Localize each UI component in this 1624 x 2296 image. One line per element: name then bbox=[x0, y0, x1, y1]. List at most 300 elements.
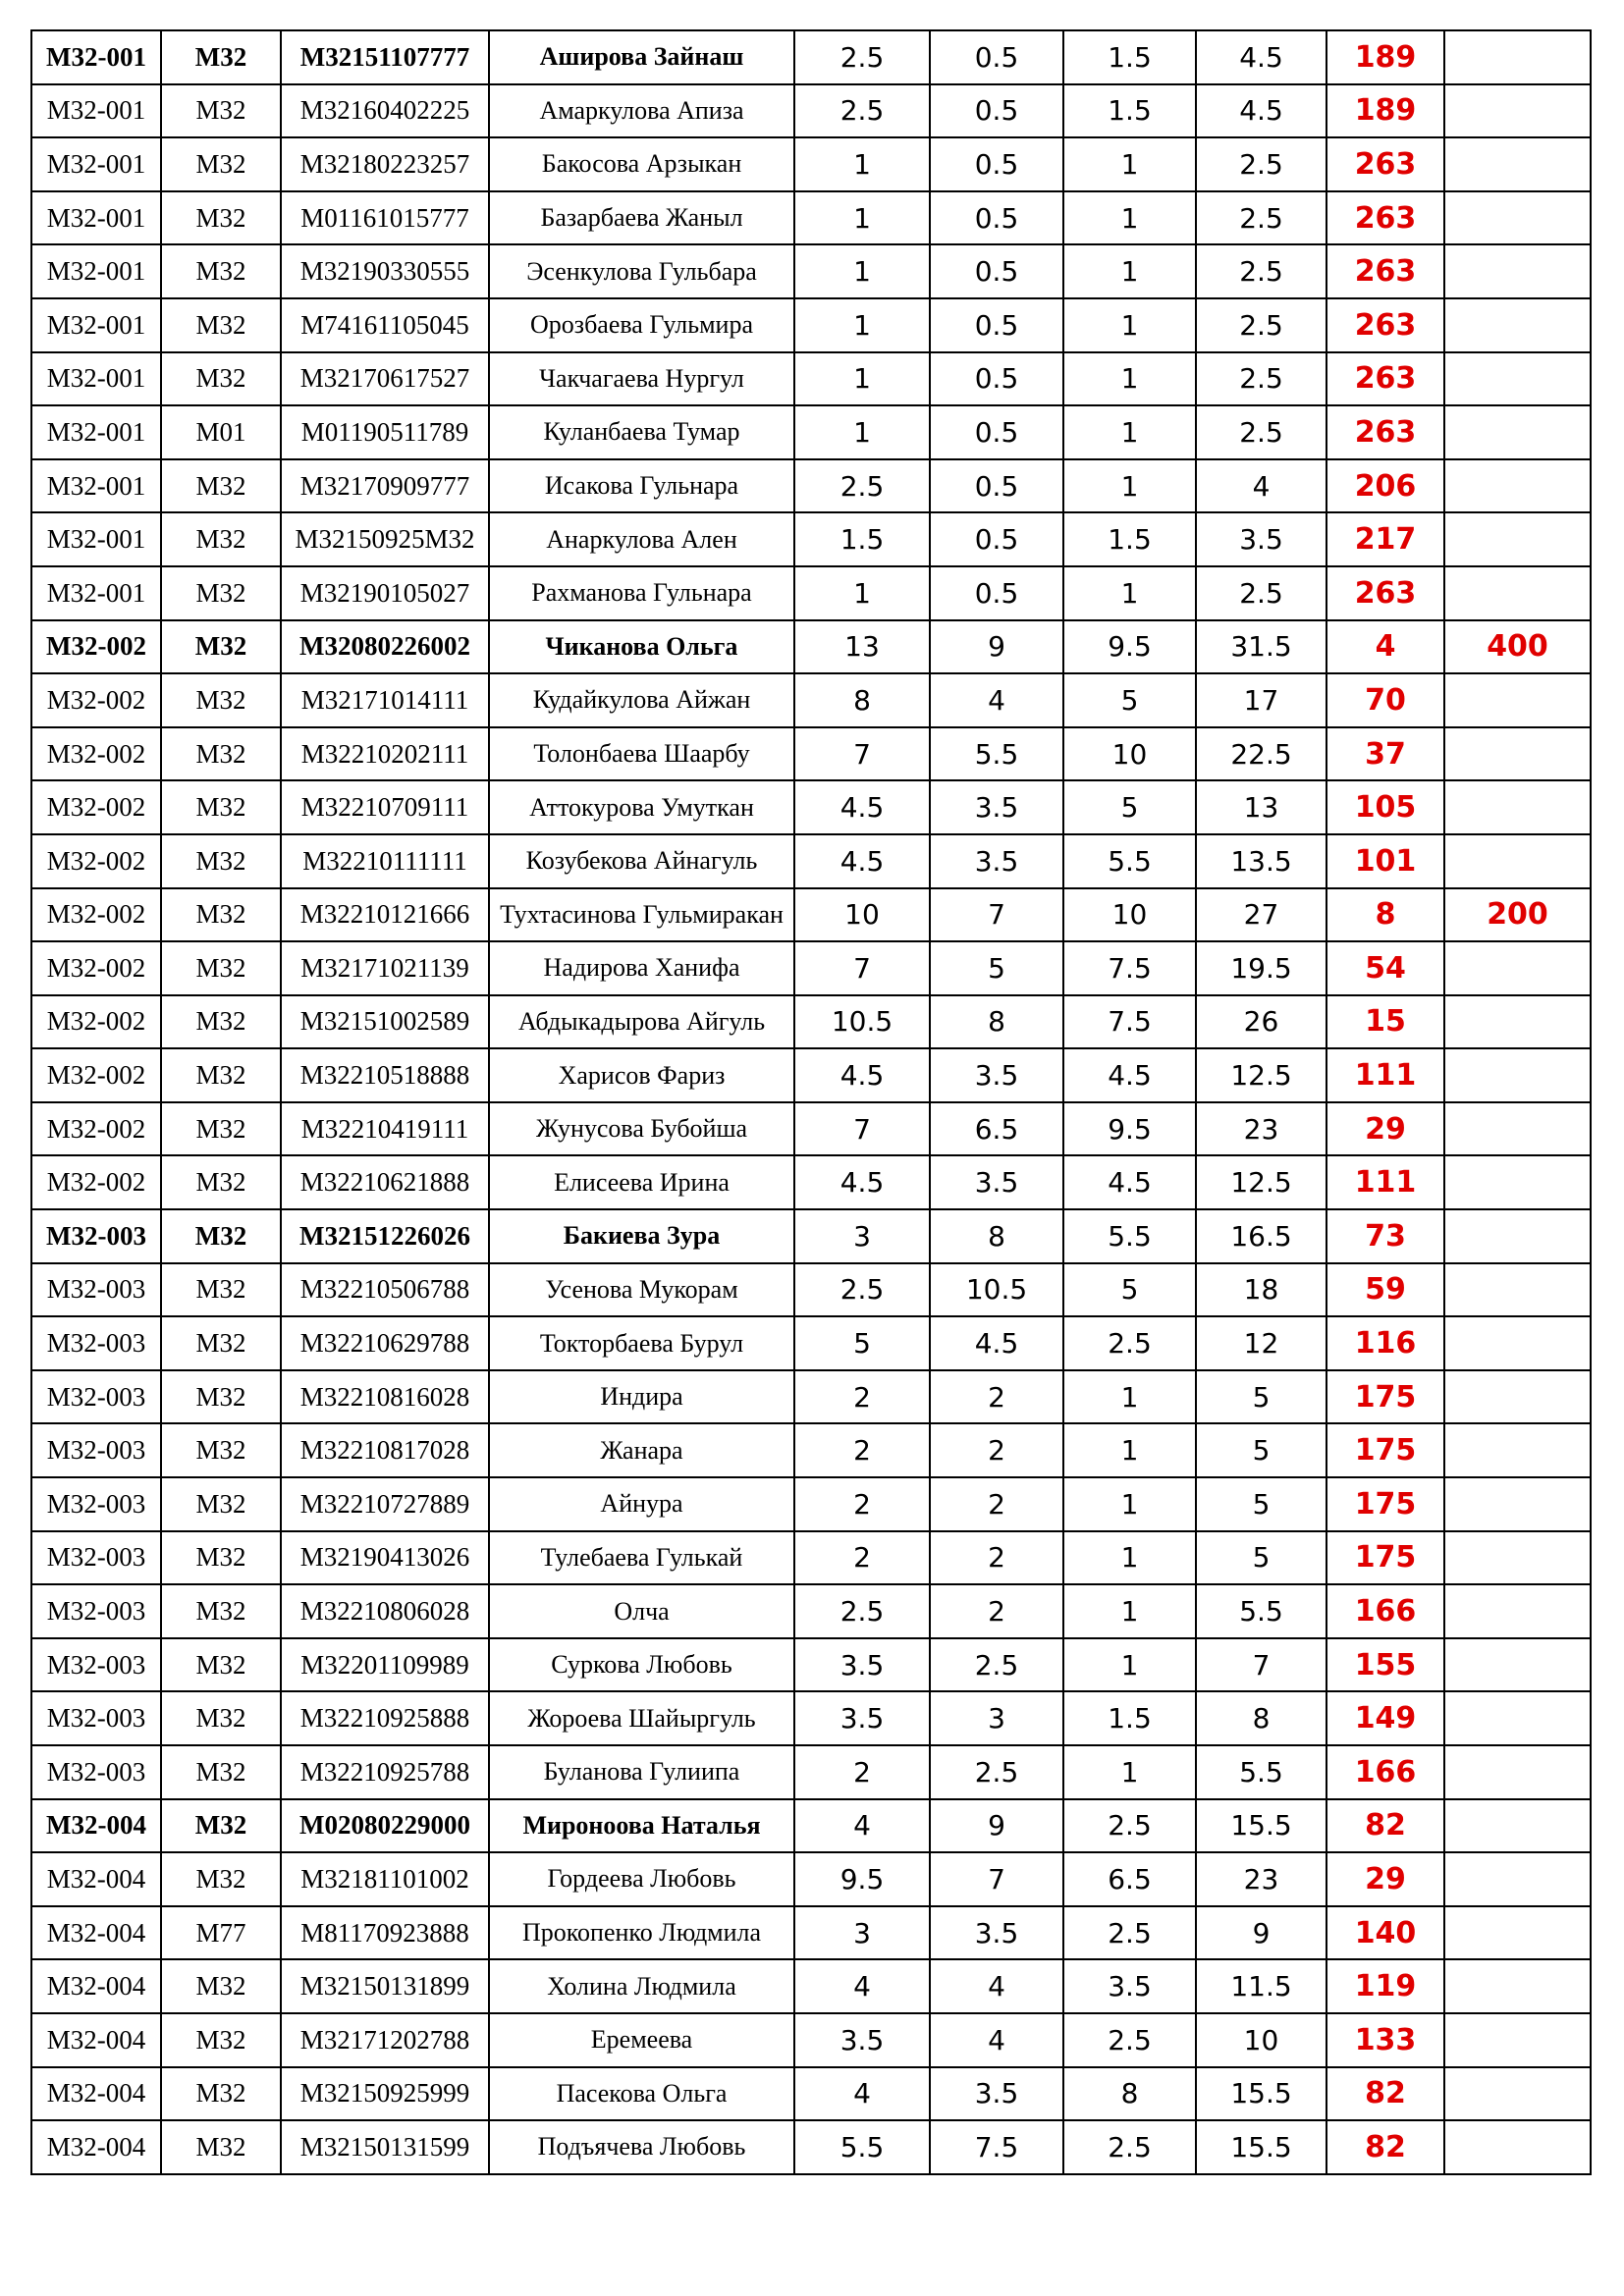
cell-branch: М32 bbox=[161, 1423, 281, 1477]
cell-prize bbox=[1444, 566, 1591, 620]
cell-branch: М32 bbox=[161, 1155, 281, 1209]
cell-rank: 263 bbox=[1326, 298, 1444, 352]
cell-score-3: 10 bbox=[1063, 727, 1196, 781]
cell-total: 4.5 bbox=[1196, 30, 1326, 84]
cell-name: Бакиева Зура bbox=[489, 1209, 794, 1263]
cell-score-1: 2 bbox=[794, 1531, 930, 1585]
table-row bbox=[31, 1852, 1591, 1906]
cell-prize bbox=[1444, 1745, 1591, 1799]
cell-score-3: 8 bbox=[1063, 2067, 1196, 2121]
cell-member-id: М32201109989 bbox=[281, 1638, 489, 1692]
table-row bbox=[31, 2120, 1591, 2174]
cell-score-2: 4 bbox=[930, 1959, 1063, 2013]
table-row bbox=[31, 191, 1591, 245]
cell-member-id: М32150925999 bbox=[281, 2067, 489, 2121]
table-row bbox=[31, 1209, 1591, 1263]
cell-prize bbox=[1444, 352, 1591, 406]
cell-group: М32-003 bbox=[31, 1745, 161, 1799]
cell-score-3: 3.5 bbox=[1063, 1959, 1196, 2013]
cell-name: Надирова Ханифа bbox=[489, 941, 794, 995]
cell-score-2: 0.5 bbox=[930, 191, 1063, 245]
cell-prize bbox=[1444, 137, 1591, 191]
table-body bbox=[31, 30, 1591, 2174]
cell-score-2: 0.5 bbox=[930, 566, 1063, 620]
cell-group: М32-003 bbox=[31, 1423, 161, 1477]
cell-rank: 263 bbox=[1326, 352, 1444, 406]
cell-member-id: М32151107777 bbox=[281, 30, 489, 84]
cell-member-id: М32210121666 bbox=[281, 888, 489, 942]
cell-score-2: 0.5 bbox=[930, 352, 1063, 406]
table-row bbox=[31, 995, 1591, 1049]
cell-total: 5.5 bbox=[1196, 1745, 1326, 1799]
cell-branch: М32 bbox=[161, 673, 281, 727]
table-row bbox=[31, 673, 1591, 727]
cell-total: 8 bbox=[1196, 1691, 1326, 1745]
cell-member-id: М32210817028 bbox=[281, 1423, 489, 1477]
cell-rank: 4 bbox=[1326, 620, 1444, 674]
cell-rank: 82 bbox=[1326, 2067, 1444, 2121]
cell-score-3: 1 bbox=[1063, 137, 1196, 191]
cell-prize bbox=[1444, 512, 1591, 566]
cell-member-id: М32150131599 bbox=[281, 2120, 489, 2174]
cell-member-id: М32210925788 bbox=[281, 1745, 489, 1799]
cell-name: Айнура bbox=[489, 1477, 794, 1531]
cell-branch: М32 bbox=[161, 298, 281, 352]
cell-score-1: 4.5 bbox=[794, 1048, 930, 1102]
cell-member-id: М32171202788 bbox=[281, 2013, 489, 2067]
table-row bbox=[31, 1531, 1591, 1585]
cell-score-3: 1 bbox=[1063, 191, 1196, 245]
cell-rank: 140 bbox=[1326, 1906, 1444, 1960]
cell-group: М32-002 bbox=[31, 673, 161, 727]
cell-branch: М77 bbox=[161, 1906, 281, 1960]
cell-total: 5 bbox=[1196, 1370, 1326, 1424]
cell-branch: М32 bbox=[161, 1209, 281, 1263]
table-row bbox=[31, 1316, 1591, 1370]
cell-name: Кудайкулова Айжан bbox=[489, 673, 794, 727]
cell-branch: М32 bbox=[161, 191, 281, 245]
table-row bbox=[31, 352, 1591, 406]
cell-total: 16.5 bbox=[1196, 1209, 1326, 1263]
cell-member-id: М32170909777 bbox=[281, 459, 489, 513]
cell-rank: 175 bbox=[1326, 1531, 1444, 1585]
cell-score-3: 2.5 bbox=[1063, 2013, 1196, 2067]
cell-total: 3.5 bbox=[1196, 512, 1326, 566]
cell-name: Эсенкулова Гульбара bbox=[489, 244, 794, 298]
cell-member-id: М32210621888 bbox=[281, 1155, 489, 1209]
cell-prize bbox=[1444, 995, 1591, 1049]
cell-rank: 217 bbox=[1326, 512, 1444, 566]
cell-total: 12.5 bbox=[1196, 1155, 1326, 1209]
cell-branch: М32 bbox=[161, 941, 281, 995]
cell-group: М32-004 bbox=[31, 1852, 161, 1906]
cell-score-1: 8 bbox=[794, 673, 930, 727]
cell-score-1: 1 bbox=[794, 566, 930, 620]
cell-total: 19.5 bbox=[1196, 941, 1326, 995]
cell-member-id: М32210518888 bbox=[281, 1048, 489, 1102]
cell-total: 17 bbox=[1196, 673, 1326, 727]
cell-score-2: 2 bbox=[930, 1370, 1063, 1424]
cell-name: Анаркулова Ален bbox=[489, 512, 794, 566]
cell-score-3: 7.5 bbox=[1063, 941, 1196, 995]
cell-rank: 82 bbox=[1326, 2120, 1444, 2174]
cell-total: 22.5 bbox=[1196, 727, 1326, 781]
cell-member-id: М32181101002 bbox=[281, 1852, 489, 1906]
cell-total: 4.5 bbox=[1196, 84, 1326, 138]
cell-name: Прокопенко Людмила bbox=[489, 1906, 794, 1960]
table-row bbox=[31, 620, 1591, 674]
cell-name: Жунусова Бубойша bbox=[489, 1102, 794, 1156]
cell-group: М32-002 bbox=[31, 780, 161, 834]
cell-score-2: 0.5 bbox=[930, 298, 1063, 352]
table-row bbox=[31, 405, 1591, 459]
cell-rank: 111 bbox=[1326, 1048, 1444, 1102]
cell-score-3: 9.5 bbox=[1063, 620, 1196, 674]
cell-score-3: 1.5 bbox=[1063, 1691, 1196, 1745]
table-row bbox=[31, 1048, 1591, 1102]
cell-prize bbox=[1444, 1531, 1591, 1585]
cell-score-1: 2.5 bbox=[794, 1263, 930, 1317]
cell-name: Исакова Гульнара bbox=[489, 459, 794, 513]
cell-rank: 82 bbox=[1326, 1799, 1444, 1853]
cell-score-1: 4 bbox=[794, 1799, 930, 1853]
cell-member-id: М32210709111 bbox=[281, 780, 489, 834]
cell-group: М32-003 bbox=[31, 1477, 161, 1531]
cell-total: 5 bbox=[1196, 1423, 1326, 1477]
cell-score-2: 2 bbox=[930, 1477, 1063, 1531]
cell-total: 2.5 bbox=[1196, 352, 1326, 406]
cell-name: Пасекова Ольга bbox=[489, 2067, 794, 2121]
cell-score-1: 2 bbox=[794, 1370, 930, 1424]
cell-prize bbox=[1444, 405, 1591, 459]
cell-group: М32-001 bbox=[31, 298, 161, 352]
cell-member-id: М32210727889 bbox=[281, 1477, 489, 1531]
cell-score-1: 3 bbox=[794, 1906, 930, 1960]
cell-prize bbox=[1444, 1423, 1591, 1477]
cell-group: М32-002 bbox=[31, 834, 161, 888]
cell-member-id: М32210506788 bbox=[281, 1263, 489, 1317]
cell-score-2: 3 bbox=[930, 1691, 1063, 1745]
cell-rank: 29 bbox=[1326, 1102, 1444, 1156]
cell-branch: М32 bbox=[161, 727, 281, 781]
cell-branch: М32 bbox=[161, 620, 281, 674]
cell-score-1: 2 bbox=[794, 1745, 930, 1799]
cell-score-3: 1.5 bbox=[1063, 30, 1196, 84]
cell-score-2: 3.5 bbox=[930, 1048, 1063, 1102]
cell-group: М32-002 bbox=[31, 941, 161, 995]
cell-total: 2.5 bbox=[1196, 191, 1326, 245]
cell-branch: М32 bbox=[161, 1852, 281, 1906]
cell-score-3: 7.5 bbox=[1063, 995, 1196, 1049]
table-row bbox=[31, 888, 1591, 942]
cell-score-2: 5.5 bbox=[930, 727, 1063, 781]
table-row bbox=[31, 566, 1591, 620]
cell-group: М32-002 bbox=[31, 620, 161, 674]
cell-score-2: 3.5 bbox=[930, 1906, 1063, 1960]
cell-prize bbox=[1444, 1102, 1591, 1156]
cell-prize bbox=[1444, 673, 1591, 727]
cell-member-id: М74161105045 bbox=[281, 298, 489, 352]
cell-score-1: 4.5 bbox=[794, 780, 930, 834]
cell-score-2: 3.5 bbox=[930, 1155, 1063, 1209]
cell-prize bbox=[1444, 941, 1591, 995]
cell-prize bbox=[1444, 780, 1591, 834]
cell-branch: М32 bbox=[161, 1691, 281, 1745]
cell-rank: 189 bbox=[1326, 30, 1444, 84]
cell-rank: 119 bbox=[1326, 1959, 1444, 2013]
cell-branch: М32 bbox=[161, 352, 281, 406]
cell-branch: М32 bbox=[161, 30, 281, 84]
cell-total: 15.5 bbox=[1196, 2120, 1326, 2174]
cell-score-1: 1 bbox=[794, 137, 930, 191]
cell-prize bbox=[1444, 1370, 1591, 1424]
cell-group: М32-002 bbox=[31, 1155, 161, 1209]
cell-group: М32-001 bbox=[31, 191, 161, 245]
cell-prize bbox=[1444, 1048, 1591, 1102]
cell-prize bbox=[1444, 1477, 1591, 1531]
cell-name: Еремеева bbox=[489, 2013, 794, 2067]
cell-score-3: 1 bbox=[1063, 1531, 1196, 1585]
cell-branch: М32 bbox=[161, 566, 281, 620]
cell-score-3: 1 bbox=[1063, 244, 1196, 298]
cell-branch: М32 bbox=[161, 84, 281, 138]
cell-total: 15.5 bbox=[1196, 2067, 1326, 2121]
cell-score-2: 7 bbox=[930, 888, 1063, 942]
cell-score-1: 1.5 bbox=[794, 512, 930, 566]
results-table bbox=[30, 29, 1592, 2175]
cell-prize bbox=[1444, 1852, 1591, 1906]
cell-score-3: 1 bbox=[1063, 1638, 1196, 1692]
cell-score-3: 5 bbox=[1063, 780, 1196, 834]
cell-score-1: 2.5 bbox=[794, 1584, 930, 1638]
cell-score-1: 3 bbox=[794, 1209, 930, 1263]
cell-member-id: М32171021139 bbox=[281, 941, 489, 995]
cell-name: Холина Людмила bbox=[489, 1959, 794, 2013]
cell-score-1: 1 bbox=[794, 298, 930, 352]
cell-member-id: М32210806028 bbox=[281, 1584, 489, 1638]
cell-score-2: 2.5 bbox=[930, 1745, 1063, 1799]
cell-name: Аттокурова Умуткан bbox=[489, 780, 794, 834]
cell-score-2: 10.5 bbox=[930, 1263, 1063, 1317]
cell-score-1: 2 bbox=[794, 1423, 930, 1477]
cell-rank: 116 bbox=[1326, 1316, 1444, 1370]
cell-score-1: 10 bbox=[794, 888, 930, 942]
cell-prize bbox=[1444, 1209, 1591, 1263]
cell-member-id: М32210925888 bbox=[281, 1691, 489, 1745]
cell-rank: 166 bbox=[1326, 1584, 1444, 1638]
cell-member-id: М32171014111 bbox=[281, 673, 489, 727]
cell-prize bbox=[1444, 2120, 1591, 2174]
table-row bbox=[31, 1638, 1591, 1692]
cell-score-3: 5.5 bbox=[1063, 1209, 1196, 1263]
cell-name: Рахманова Гульнара bbox=[489, 566, 794, 620]
cell-name: Тухтасинова Гульмиракан bbox=[489, 888, 794, 942]
table-row bbox=[31, 1423, 1591, 1477]
cell-name: Буланова Гулиипа bbox=[489, 1745, 794, 1799]
cell-member-id: М32210111111 bbox=[281, 834, 489, 888]
cell-score-2: 7.5 bbox=[930, 2120, 1063, 2174]
table-row bbox=[31, 459, 1591, 513]
cell-score-2: 0.5 bbox=[930, 512, 1063, 566]
cell-branch: М32 bbox=[161, 995, 281, 1049]
cell-branch: М32 bbox=[161, 1477, 281, 1531]
cell-prize: 200 bbox=[1444, 888, 1591, 942]
cell-group: М32-004 bbox=[31, 1959, 161, 2013]
cell-rank: 59 bbox=[1326, 1263, 1444, 1317]
table-row bbox=[31, 1745, 1591, 1799]
cell-score-3: 4.5 bbox=[1063, 1048, 1196, 1102]
cell-score-2: 3.5 bbox=[930, 2067, 1063, 2121]
cell-member-id: М32150925М32 bbox=[281, 512, 489, 566]
cell-score-1: 3.5 bbox=[794, 1691, 930, 1745]
cell-score-2: 3.5 bbox=[930, 834, 1063, 888]
cell-score-2: 8 bbox=[930, 995, 1063, 1049]
cell-score-2: 2.5 bbox=[930, 1638, 1063, 1692]
cell-member-id: М01190511789 bbox=[281, 405, 489, 459]
cell-name: Индира bbox=[489, 1370, 794, 1424]
cell-score-1: 1 bbox=[794, 191, 930, 245]
cell-score-1: 13 bbox=[794, 620, 930, 674]
cell-score-3: 1 bbox=[1063, 1423, 1196, 1477]
cell-score-2: 0.5 bbox=[930, 459, 1063, 513]
cell-member-id: М32210816028 bbox=[281, 1370, 489, 1424]
cell-group: М32-003 bbox=[31, 1531, 161, 1585]
cell-group: М32-003 bbox=[31, 1691, 161, 1745]
cell-prize bbox=[1444, 1155, 1591, 1209]
cell-score-3: 1 bbox=[1063, 405, 1196, 459]
cell-group: М32-004 bbox=[31, 2067, 161, 2121]
cell-score-3: 9.5 bbox=[1063, 1102, 1196, 1156]
cell-prize bbox=[1444, 1263, 1591, 1317]
cell-score-1: 9.5 bbox=[794, 1852, 930, 1906]
cell-prize bbox=[1444, 84, 1591, 138]
table-row bbox=[31, 1799, 1591, 1853]
cell-rank: 206 bbox=[1326, 459, 1444, 513]
cell-score-1: 4.5 bbox=[794, 1155, 930, 1209]
cell-member-id: М32190330555 bbox=[281, 244, 489, 298]
cell-prize bbox=[1444, 244, 1591, 298]
cell-total: 12.5 bbox=[1196, 1048, 1326, 1102]
cell-score-2: 8 bbox=[930, 1209, 1063, 1263]
cell-group: М32-002 bbox=[31, 995, 161, 1049]
cell-score-1: 2.5 bbox=[794, 30, 930, 84]
cell-group: М32-002 bbox=[31, 1102, 161, 1156]
cell-group: М32-004 bbox=[31, 2120, 161, 2174]
cell-member-id: М32160402225 bbox=[281, 84, 489, 138]
cell-score-3: 1 bbox=[1063, 1584, 1196, 1638]
cell-branch: М32 bbox=[161, 1102, 281, 1156]
cell-member-id: М32190105027 bbox=[281, 566, 489, 620]
cell-name: Абдыкадырова Айгуль bbox=[489, 995, 794, 1049]
cell-prize bbox=[1444, 1799, 1591, 1853]
cell-branch: М32 bbox=[161, 834, 281, 888]
cell-prize bbox=[1444, 1584, 1591, 1638]
cell-branch: М32 bbox=[161, 780, 281, 834]
table-row bbox=[31, 512, 1591, 566]
cell-group: М32-003 bbox=[31, 1209, 161, 1263]
cell-member-id: М01161015777 bbox=[281, 191, 489, 245]
cell-score-2: 0.5 bbox=[930, 137, 1063, 191]
cell-prize bbox=[1444, 2067, 1591, 2121]
cell-name: Харисов Фариз bbox=[489, 1048, 794, 1102]
cell-score-3: 5 bbox=[1063, 673, 1196, 727]
table-row bbox=[31, 30, 1591, 84]
table-row bbox=[31, 1370, 1591, 1424]
cell-total: 27 bbox=[1196, 888, 1326, 942]
cell-prize bbox=[1444, 2013, 1591, 2067]
cell-total: 2.5 bbox=[1196, 244, 1326, 298]
cell-score-1: 10.5 bbox=[794, 995, 930, 1049]
cell-name: Куланбаева Тумар bbox=[489, 405, 794, 459]
cell-score-3: 2.5 bbox=[1063, 2120, 1196, 2174]
cell-total: 5 bbox=[1196, 1531, 1326, 1585]
cell-score-2: 0.5 bbox=[930, 84, 1063, 138]
cell-group: М32-001 bbox=[31, 84, 161, 138]
cell-branch: М32 bbox=[161, 2013, 281, 2067]
table-row bbox=[31, 1477, 1591, 1531]
cell-branch: М32 bbox=[161, 1370, 281, 1424]
cell-name: Токторбаева Бурул bbox=[489, 1316, 794, 1370]
table-row bbox=[31, 1263, 1591, 1317]
cell-score-3: 1 bbox=[1063, 352, 1196, 406]
cell-branch: М32 bbox=[161, 137, 281, 191]
cell-branch: М32 bbox=[161, 2120, 281, 2174]
cell-score-1: 2.5 bbox=[794, 459, 930, 513]
table-row bbox=[31, 941, 1591, 995]
cell-group: М32-002 bbox=[31, 888, 161, 942]
cell-total: 2.5 bbox=[1196, 137, 1326, 191]
cell-member-id: М32210419111 bbox=[281, 1102, 489, 1156]
cell-member-id: М32080226002 bbox=[281, 620, 489, 674]
cell-score-3: 5.5 bbox=[1063, 834, 1196, 888]
cell-branch: М32 bbox=[161, 244, 281, 298]
cell-score-3: 6.5 bbox=[1063, 1852, 1196, 1906]
table-row bbox=[31, 1906, 1591, 1960]
cell-total: 2.5 bbox=[1196, 566, 1326, 620]
cell-group: М32-001 bbox=[31, 352, 161, 406]
cell-total: 12 bbox=[1196, 1316, 1326, 1370]
cell-total: 5 bbox=[1196, 1477, 1326, 1531]
cell-branch: М32 bbox=[161, 1048, 281, 1102]
table-row bbox=[31, 1959, 1591, 2013]
cell-name: Усенова Мукорам bbox=[489, 1263, 794, 1317]
cell-rank: 263 bbox=[1326, 137, 1444, 191]
cell-score-2: 4.5 bbox=[930, 1316, 1063, 1370]
cell-prize bbox=[1444, 1906, 1591, 1960]
cell-rank: 8 bbox=[1326, 888, 1444, 942]
cell-prize bbox=[1444, 30, 1591, 84]
cell-score-1: 7 bbox=[794, 941, 930, 995]
table-row bbox=[31, 1691, 1591, 1745]
cell-member-id: М32151002589 bbox=[281, 995, 489, 1049]
cell-score-2: 0.5 bbox=[930, 405, 1063, 459]
cell-group: М32-001 bbox=[31, 566, 161, 620]
cell-rank: 155 bbox=[1326, 1638, 1444, 1692]
cell-name: Гордеева Любовь bbox=[489, 1852, 794, 1906]
cell-score-3: 1 bbox=[1063, 1745, 1196, 1799]
cell-rank: 54 bbox=[1326, 941, 1444, 995]
cell-name: Козубекова Айнагуль bbox=[489, 834, 794, 888]
cell-group: М32-004 bbox=[31, 2013, 161, 2067]
cell-member-id: М32150131899 bbox=[281, 1959, 489, 2013]
cell-prize bbox=[1444, 1316, 1591, 1370]
cell-branch: М32 bbox=[161, 2067, 281, 2121]
cell-score-2: 2 bbox=[930, 1531, 1063, 1585]
cell-total: 15.5 bbox=[1196, 1799, 1326, 1853]
table-row bbox=[31, 780, 1591, 834]
cell-group: М32-001 bbox=[31, 405, 161, 459]
cell-branch: М01 bbox=[161, 405, 281, 459]
